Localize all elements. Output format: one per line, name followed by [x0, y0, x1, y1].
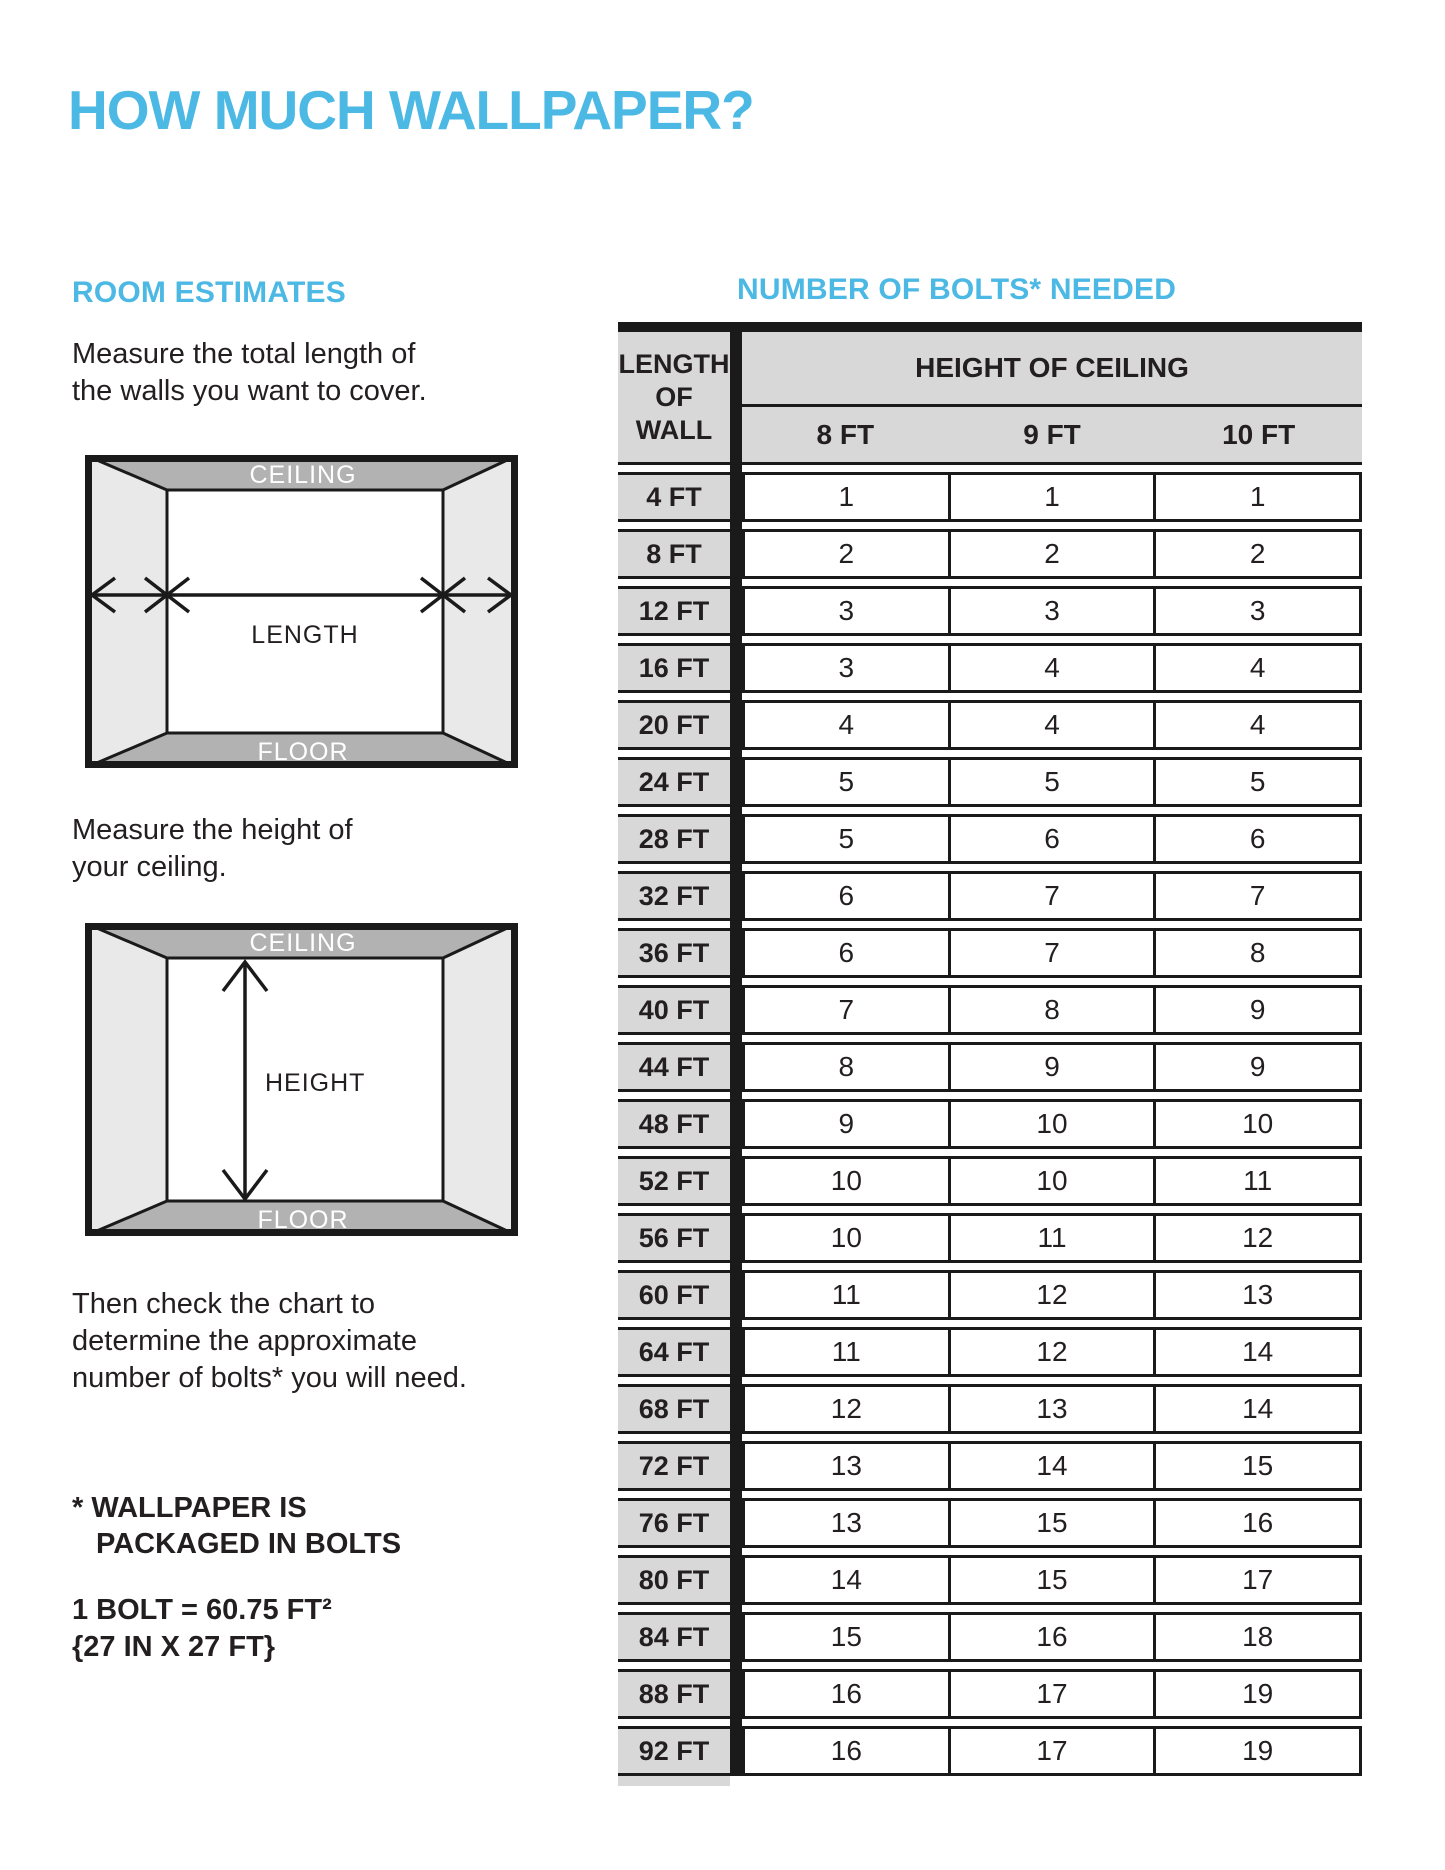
value-cell: 7 — [948, 931, 1154, 975]
row-values — [742, 1612, 1362, 1662]
value-cell: 5 — [948, 760, 1154, 804]
page-title: HOW MUCH WALLPAPER? — [68, 79, 754, 141]
row-values — [742, 1042, 1362, 1092]
value-cell: 4 — [948, 703, 1154, 747]
value-cell: 6 — [1153, 817, 1359, 861]
row-values — [742, 757, 1362, 807]
column-header-10ft: 10 FT — [1222, 418, 1296, 450]
row-length-cell: 48 FT — [618, 1099, 730, 1149]
value-cell: 9 — [838, 1108, 855, 1139]
row-length-cell: 32 FT — [618, 871, 730, 921]
value-cell: 5 — [1153, 760, 1359, 804]
value-cell: 1 — [948, 475, 1154, 519]
bolt-dimensions: {27 IN X 27 FT} — [72, 1631, 276, 1663]
row-length-cell: 44 FT — [618, 1042, 730, 1092]
row-values — [742, 928, 1362, 978]
row-length-cell: 8 FT — [618, 529, 730, 579]
value-cell: 9 — [1153, 988, 1359, 1032]
height-label: HEIGHT — [265, 1069, 366, 1097]
row-values — [742, 700, 1362, 750]
value-cell: 12 — [1153, 1216, 1359, 1260]
value-cell: 8 — [1153, 931, 1359, 975]
row-values — [742, 1384, 1362, 1434]
row-values — [742, 1156, 1362, 1206]
column-header-9ft: 9 FT — [1023, 418, 1081, 450]
left-wall-surface — [85, 455, 167, 768]
value-cell: 19 — [1153, 1729, 1359, 1773]
table-bottom-gray-tab — [618, 1776, 730, 1786]
row-length-cell: 64 FT — [618, 1327, 730, 1377]
value-cell: 2 — [948, 532, 1154, 576]
footnote-line: * WALLPAPER IS — [72, 1492, 307, 1524]
value-cell: 10 — [830, 1165, 862, 1196]
value-cell: 18 — [1153, 1615, 1359, 1659]
value-cell: 8 — [948, 988, 1154, 1032]
table-vertical-divider — [730, 332, 742, 1776]
room-diagram-height — [85, 923, 518, 1236]
value-cell: 5 — [838, 823, 855, 854]
ceiling-label: CEILING — [249, 929, 357, 957]
column-header-area — [742, 332, 1362, 462]
value-cell: 1 — [1153, 475, 1359, 519]
value-cell: 1 — [838, 481, 855, 512]
row-values — [742, 814, 1362, 864]
table-heading: NUMBER OF BOLTS* NEEDED — [737, 273, 1177, 306]
row-values — [742, 985, 1362, 1035]
value-cell: 11 — [1153, 1159, 1359, 1203]
row-values — [742, 1669, 1362, 1719]
column-group-header-height-of-ceiling: HEIGHT OF CEILING — [742, 332, 1362, 407]
instruction-measure-length — [72, 336, 427, 410]
instruction-check-chart — [72, 1286, 467, 1397]
row-length-cell: 76 FT — [618, 1498, 730, 1548]
row-values — [742, 1555, 1362, 1605]
column-subheaders — [742, 407, 1362, 462]
value-cell: 3 — [838, 652, 855, 683]
value-cell: 4 — [948, 646, 1154, 690]
floor-label: FLOOR — [257, 738, 349, 766]
value-cell: 16 — [948, 1615, 1154, 1659]
room-diagram-length — [85, 455, 518, 768]
value-cell: 7 — [1153, 874, 1359, 918]
value-cell: 15 — [1153, 1444, 1359, 1488]
footnote-wallpaper-bolts — [72, 1490, 401, 1562]
table-top-rule — [618, 322, 1362, 332]
row-length-cell: 12 FT — [618, 586, 730, 636]
value-cell: 11 — [948, 1216, 1154, 1260]
bolts-table — [618, 322, 1362, 1786]
row-values — [742, 643, 1362, 693]
instruction-line: Then check the chart to — [72, 1288, 376, 1320]
value-cell: 6 — [948, 817, 1154, 861]
right-wall-surface — [443, 455, 518, 768]
row-values — [742, 586, 1362, 636]
row-values — [742, 1726, 1362, 1776]
value-cell: 10 — [948, 1159, 1154, 1203]
row-length-cell: 20 FT — [618, 700, 730, 750]
value-cell: 7 — [838, 994, 855, 1025]
instruction-line: determine the approximate — [72, 1325, 417, 1357]
value-cell: 13 — [1153, 1273, 1359, 1317]
value-cell: 15 — [948, 1501, 1154, 1545]
value-cell: 13 — [830, 1450, 862, 1481]
value-cell: 9 — [948, 1045, 1154, 1089]
floor-label: FLOOR — [257, 1206, 349, 1234]
value-cell: 6 — [838, 880, 855, 911]
row-values — [742, 871, 1362, 921]
value-cell: 13 — [830, 1507, 862, 1538]
value-cell: 16 — [1153, 1501, 1359, 1545]
row-length-cell: 72 FT — [618, 1441, 730, 1491]
row-length-cell: 80 FT — [618, 1555, 730, 1605]
value-cell: 17 — [948, 1672, 1154, 1716]
value-cell: 6 — [838, 937, 855, 968]
bolt-equation: 1 BOLT = 60.75 FT² — [72, 1594, 332, 1626]
row-length-cell: 4 FT — [618, 472, 730, 522]
value-cell: 5 — [838, 766, 855, 797]
row-length-cell: 24 FT — [618, 757, 730, 807]
value-cell: 17 — [1153, 1558, 1359, 1602]
value-cell: 12 — [948, 1330, 1154, 1374]
row-values — [742, 1213, 1362, 1263]
row-values — [742, 529, 1362, 579]
row-length-cell: 68 FT — [618, 1384, 730, 1434]
row-length-cell: 60 FT — [618, 1270, 730, 1320]
row-values — [742, 1327, 1362, 1377]
value-cell: 10 — [830, 1222, 862, 1253]
row-length-cell: 16 FT — [618, 643, 730, 693]
value-cell: 7 — [948, 874, 1154, 918]
back-wall-surface — [167, 490, 443, 733]
row-length-cell: 88 FT — [618, 1669, 730, 1719]
value-cell: 16 — [830, 1678, 862, 1709]
value-cell: 13 — [948, 1387, 1154, 1431]
value-cell: 12 — [948, 1273, 1154, 1317]
row-values — [742, 1498, 1362, 1548]
length-label: LENGTH — [251, 621, 359, 649]
row-values — [742, 1441, 1362, 1491]
value-cell: 14 — [1153, 1330, 1359, 1374]
row-length-cell: 56 FT — [618, 1213, 730, 1263]
value-cell: 4 — [1153, 703, 1359, 747]
row-values — [742, 1099, 1362, 1149]
value-cell: 10 — [948, 1102, 1154, 1146]
value-cell: 14 — [830, 1564, 862, 1595]
value-cell: 19 — [1153, 1672, 1359, 1716]
right-wall-surface — [443, 923, 518, 1236]
row-values — [742, 1270, 1362, 1320]
value-cell: 11 — [831, 1336, 861, 1367]
value-cell: 14 — [1153, 1387, 1359, 1431]
value-cell: 3 — [948, 589, 1154, 633]
value-cell: 10 — [1153, 1102, 1359, 1146]
instruction-line: your ceiling. — [72, 851, 227, 883]
row-header-length-of-wall: LENGTH OF WALL — [618, 348, 730, 445]
column-header-8ft: 8 FT — [816, 418, 875, 450]
value-cell: 15 — [948, 1558, 1154, 1602]
footnote-line: PACKAGED IN BOLTS — [96, 1528, 402, 1560]
value-cell: 3 — [838, 595, 855, 626]
value-cell: 12 — [830, 1393, 862, 1424]
row-length-cell: 28 FT — [618, 814, 730, 864]
row-length-cell: 40 FT — [618, 985, 730, 1035]
ceiling-label: CEILING — [249, 461, 357, 489]
value-cell: 15 — [830, 1621, 862, 1652]
instruction-line: Measure the total length of — [72, 338, 416, 370]
row-length-cell: 36 FT — [618, 928, 730, 978]
value-cell: 4 — [838, 709, 855, 740]
instruction-measure-height — [72, 812, 353, 886]
section-heading-room-estimates: ROOM ESTIMATES — [72, 276, 346, 309]
value-cell: 2 — [838, 538, 855, 569]
value-cell: 14 — [948, 1444, 1154, 1488]
footnote-bolt-size — [72, 1592, 332, 1666]
value-cell: 17 — [948, 1729, 1154, 1773]
row-length-cell: 84 FT — [618, 1612, 730, 1662]
value-cell: 2 — [1153, 532, 1359, 576]
instruction-line: Measure the height of — [72, 814, 353, 846]
row-length-cell: 92 FT — [618, 1726, 730, 1776]
row-length-cell: 52 FT — [618, 1156, 730, 1206]
value-cell: 11 — [831, 1279, 861, 1310]
value-cell: 3 — [1153, 589, 1359, 633]
left-wall-surface — [85, 923, 167, 1236]
instruction-line: the walls you want to cover. — [72, 375, 427, 407]
value-cell: 16 — [830, 1735, 862, 1766]
value-cell: 9 — [1153, 1045, 1359, 1089]
instruction-line: number of bolts* you will need. — [72, 1362, 467, 1394]
value-cell: 4 — [1153, 646, 1359, 690]
value-cell: 8 — [838, 1051, 855, 1082]
row-values — [742, 472, 1362, 522]
